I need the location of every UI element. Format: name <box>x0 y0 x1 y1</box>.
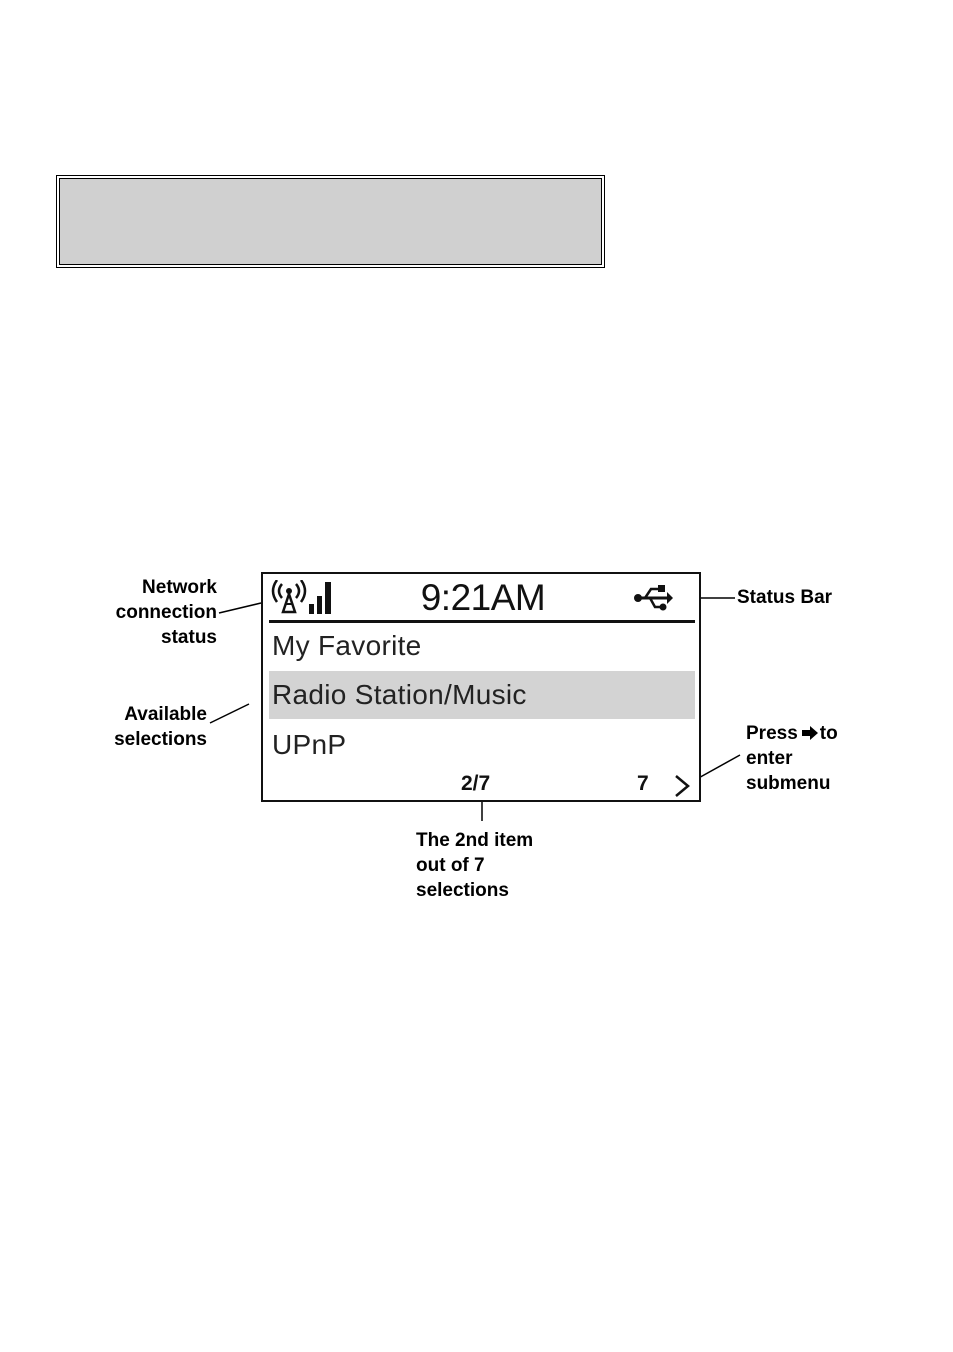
callout-network-line-2: connection <box>115 602 217 623</box>
item-position-indicator: 2/7 <box>461 772 491 795</box>
callout-press-line-1 <box>746 721 838 746</box>
callout-status-bar: Status Bar <box>737 587 833 608</box>
callout-available-selections <box>114 702 207 752</box>
chevron-right-icon <box>673 774 691 798</box>
callout-network-line-1: Network <box>142 577 217 598</box>
callout-item-position <box>416 828 533 903</box>
callout-item-line-3: selections <box>416 880 509 901</box>
menu-item-radio-station-music[interactable]: Radio Station/Music <box>269 671 695 719</box>
callout-press-line-2: enter <box>746 748 793 769</box>
network-leader-line <box>219 603 261 613</box>
menu-item-my-favorite[interactable]: My Favorite <box>272 630 422 661</box>
header-box <box>56 175 605 268</box>
callout-available-line-2: selections <box>114 729 207 750</box>
usb-icon <box>633 582 673 614</box>
network-signal-icon <box>271 580 337 616</box>
submenu-count: 7 <box>637 772 649 795</box>
right-arrow-icon <box>802 726 819 740</box>
callout-press-to: to <box>819 723 838 744</box>
callout-press-line-3: submenu <box>746 773 831 794</box>
menu-item-upnp[interactable]: UPnP <box>272 729 347 760</box>
clock-time: 9:21AM <box>420 577 546 618</box>
available-leader-line <box>210 704 249 723</box>
callout-item-line-2: out of 7 <box>416 855 485 876</box>
callout-item-line-1: The 2nd item <box>416 830 534 851</box>
callout-press-enter-submenu <box>746 721 838 796</box>
press-leader-line <box>695 755 740 780</box>
lcd-screen <box>261 572 701 802</box>
callout-available-line-1: Available <box>124 704 207 725</box>
callout-press-word: Press <box>746 723 798 744</box>
callout-network-line-3: status <box>161 627 217 648</box>
header-box-fill <box>59 178 602 265</box>
callout-network-connection-status <box>116 575 217 650</box>
